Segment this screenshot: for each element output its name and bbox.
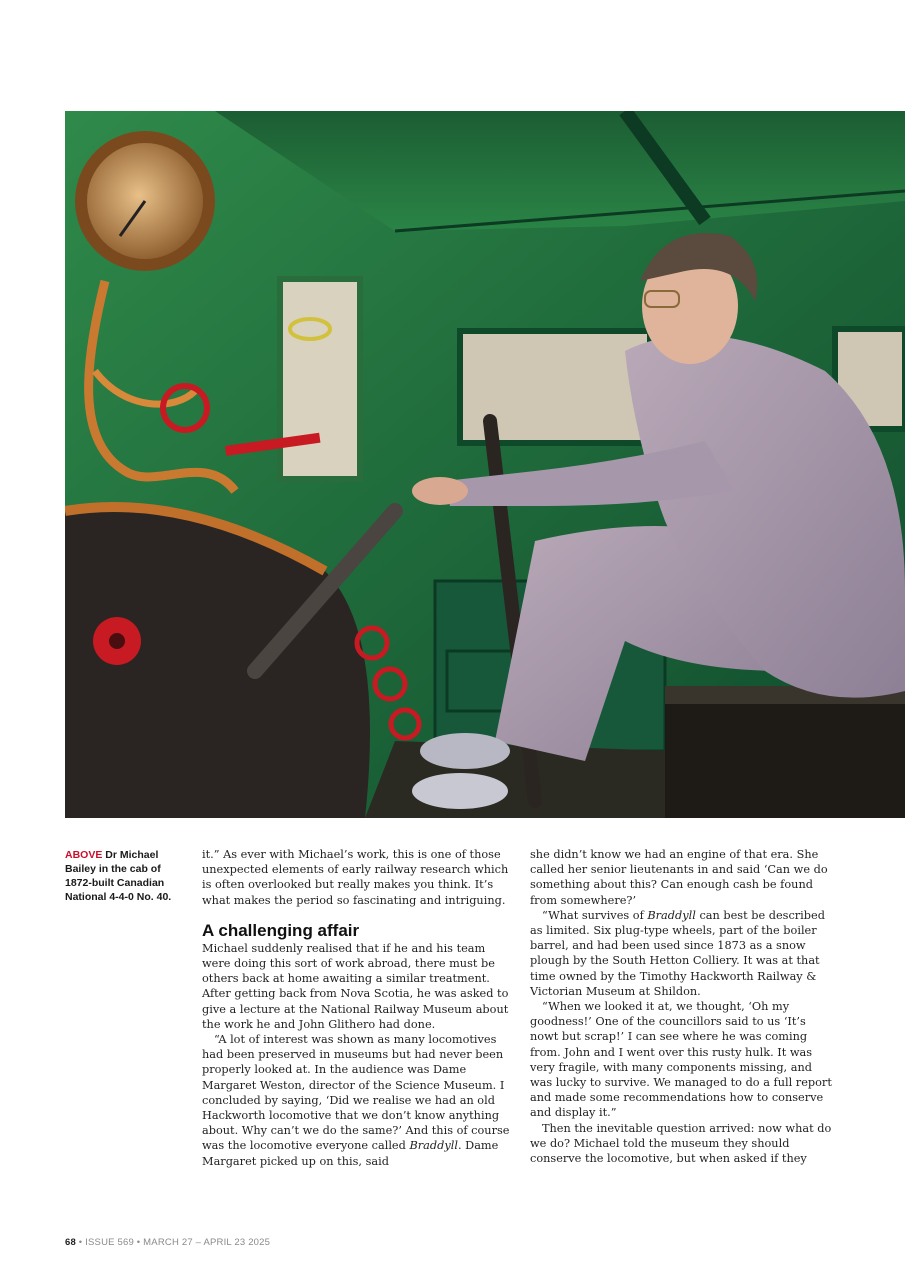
- article-photo: [65, 111, 905, 818]
- italic-title: Braddyll: [647, 908, 696, 922]
- paragraph: Michael suddenly realised that if he and his team were doing this sort of work abroad, there must be others back at home awaiting a similar treatment. After getting back from Nova Scotia, he was asked to give a lecture at the National Railway Museum about the work he and John Glithero had done.: [202, 941, 509, 1031]
- paragraph: it.” As ever with Michael’s work, this is one of those unexpected elements of early railway research which is often overlooked but really makes you think. It’s what makes the period so fascinating and intriguing.: [202, 848, 509, 907]
- paragraph: she didn’t know we had an engine of that era. She called her senior lieutenants in and said ‘Can we do something about this? Can enough cash be found from somewhere?’: [530, 848, 828, 907]
- article-column-2: [530, 847, 832, 1166]
- section-heading: A challenging affair: [202, 920, 360, 940]
- paragraph: [530, 908, 832, 999]
- text-run: can best be described as limited. Six plug-type wheels, part of the boiler barrel, and had been used since 1873 as a snow plough by the South Hetton Colliery. It was at that time owned by the Timothy Hackworth Railway & Victorian Museum at Shildon.: [530, 908, 825, 998]
- paragraph: [202, 1032, 512, 1169]
- paragraph: Then the inevitable question arrived: now what do we do? Michael told the museum they should conserve the locomotive, but when asked if they: [530, 1121, 832, 1166]
- caption-kicker: ABOVE: [65, 849, 103, 861]
- cab-photo-illustration: [65, 111, 905, 818]
- photo-caption: [65, 848, 183, 904]
- text-run: . Dame Margaret picked up on this, said: [202, 1139, 499, 1168]
- italic-title: Braddyll: [409, 1139, 458, 1153]
- paragraph: “When we looked it at, we thought, ‘Oh my goodness!’ One of the councillors said to us ‘It’s nowt but scrap!’ I can see where he was coming from. John and I went over this rusty hulk. It was very fragile, with many components missing, and was lucky to survive. We managed to do a full report and made some recommendations how to conserve and display it.”: [530, 1000, 832, 1120]
- text-run: “What survives of: [542, 908, 648, 922]
- page-footer: [65, 1237, 270, 1248]
- page-number: 68: [65, 1237, 76, 1248]
- text-run: “A lot of interest was shown as many locomotives had been preserved in museums but had never been properly looked at. In the audience was Dame Margaret Weston, director of the Science Museum. I concluded by saying, ‘Did we realise we had an old Hackworth locomotive that we don’t know anything about. Why can’t we do the same?’ And this of course was the locomotive everyone called: [202, 1033, 510, 1153]
- caption-text: Dr Michael Bailey in the cab of 1872-built Canadian National 4-4-0 No. 40.: [65, 849, 172, 903]
- issue-info: • ISSUE 569 • MARCH 27 – APRIL 23 2025: [75, 1237, 271, 1248]
- article-column-1: [202, 847, 512, 1169]
